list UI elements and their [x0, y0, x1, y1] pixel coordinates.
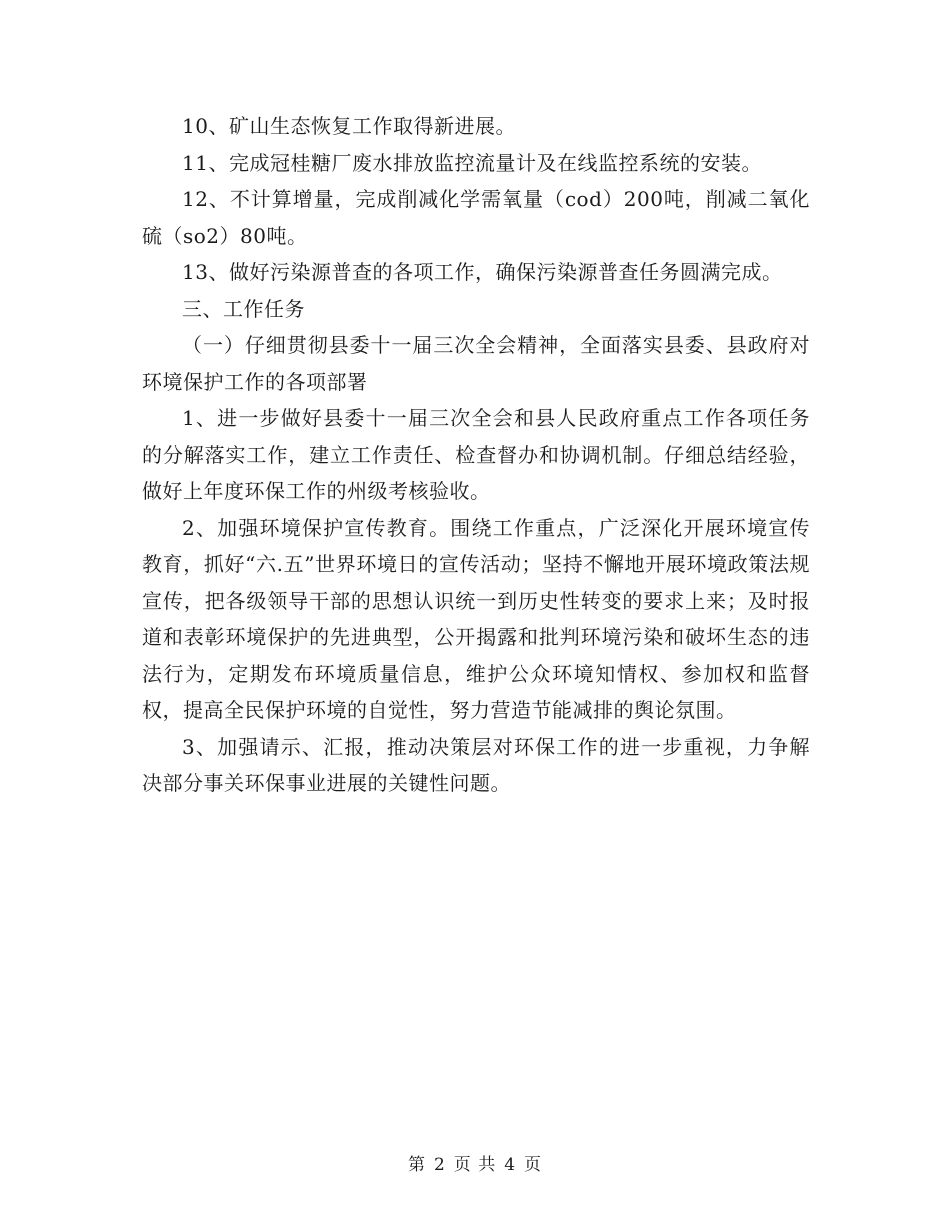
footer-suffix: 页: [524, 1155, 543, 1175]
footer-prefix: 第: [407, 1155, 426, 1175]
page-footer: [0, 1150, 950, 1175]
subsection-heading-1: （一）仔细贯彻县委十一届三次全会精神，全面落实县委、县政府对环境保护工作的各项部署: [142, 333, 810, 394]
paragraph-item-11: 11、完成冠桂糖厂废水排放监控流量计及在线监控系统的安装。: [182, 150, 762, 175]
task-paragraph-3: 3、加强请示、汇报，推动决策层对环保工作的进一步重视，力争解决部分事关环保事业进展的关键性问题。: [142, 734, 810, 795]
paragraph-item-12: 12、不计算增量，完成削减化学需氧量（cod）200吨，削减二氧化硫（so2）80吨。: [142, 187, 810, 248]
paragraph-item-10: 10、矿山生态恢复工作取得新进展。: [182, 114, 516, 138]
paragraph-item-13: 13、做好污染源普查的各项工作，确保污染源普查任务圆满完成。: [182, 260, 783, 284]
footer-middle: 页 共: [453, 1155, 497, 1175]
task-paragraph-2: 2、加强环境保护宣传教育。围绕工作重点，广泛深化开展环境宣传教育，抓好“六.五”世界环境日的宣传活动；坚持不懈地开展环境政策法规宣传，把各级领导干部的思想认识统一到历史性转变的要求上来；及时报道和表彰环境保护的先进典型，公开揭露和批判环境污染和破坏生态的违法行为，定期发布环境质量信息，维护公众环境知情权、参加权和监督权，提高全民保护环境的自觉性，努力营造节能减排的舆论氛围。: [142, 515, 810, 722]
total-page-count: 4: [504, 1155, 517, 1175]
current-page-number: 2: [433, 1155, 446, 1175]
section-heading-work-tasks: 三、工作任务: [182, 296, 305, 321]
task-paragraph-1: 1、进一步做好县委十一届三次全会和县人民政府重点工作各项任务的分解落实工作，建立工作责任、检查督办和协调机制。仔细总结经验，做好上年度环保工作的州级考核验收。: [142, 406, 810, 503]
document-body: [142, 108, 810, 802]
